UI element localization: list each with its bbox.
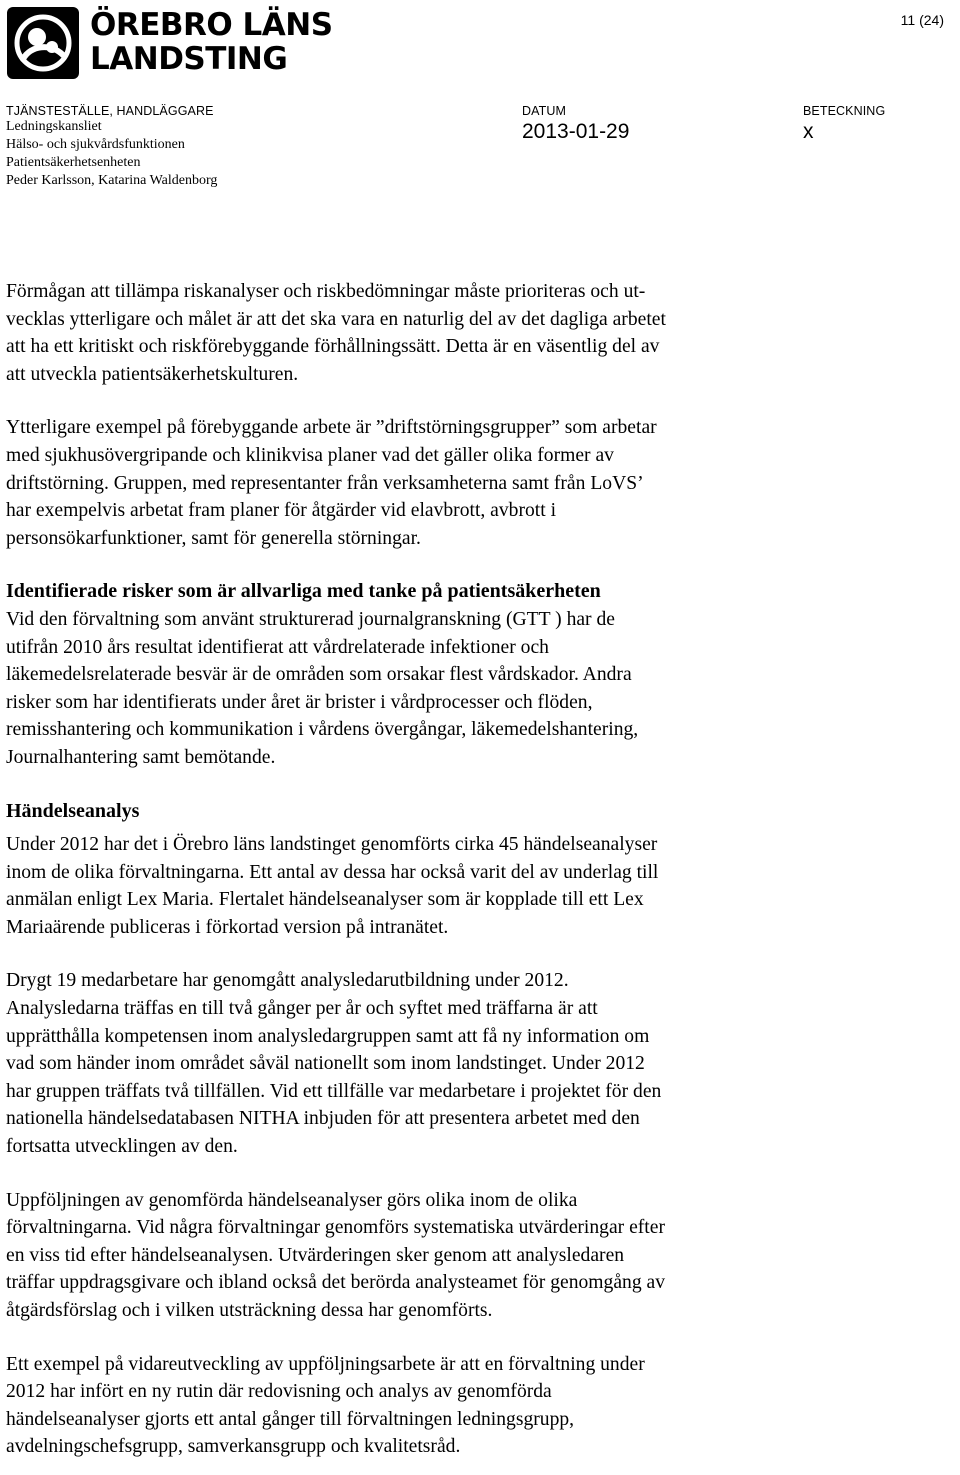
page-number: 11 (24) bbox=[900, 12, 944, 28]
reference-value: x bbox=[803, 120, 814, 143]
organization-name bbox=[90, 8, 333, 76]
sender-label: TJÄNSTESTÄLLE, HANDLÄGGARE bbox=[6, 104, 214, 118]
sender-line: Ledningskansliet bbox=[6, 119, 102, 134]
text-line: har exempelvis arbetat fram planer för åtgärder vid elavbrott, avbrott i bbox=[6, 500, 557, 522]
text-line: en viss tid efter händelseanalysen. Utvärderingen sker genom att analysledaren bbox=[6, 1244, 625, 1266]
reference-block bbox=[803, 104, 885, 144]
text-line: personsökarfunktioner, samt för generella störningar. bbox=[6, 527, 421, 549]
text-line: driftstörning. Gruppen, med representanter från verksamheterna samt från LoVS’ bbox=[6, 472, 644, 494]
paragraph-disruption-groups bbox=[6, 414, 836, 552]
text-line: träffar uppdragsgivare och ibland också det berörda analysteamet för genomgång av bbox=[6, 1272, 666, 1294]
text-line: Förmågan att tillämpa riskanalyser och riskbedömningar måste prioriteras och ut- bbox=[6, 281, 646, 302]
text-line: utifrån 2010 års resultat identifierat att vårdrelaterade infektioner och bbox=[6, 636, 549, 658]
text-line: anmälan enligt Lex Maria. Flertalet händelseanalyser som är kopplade till ett Lex bbox=[6, 889, 644, 911]
text-line: remisshantering och kommunikation i vårdens övergångar, läkemedelshantering, bbox=[6, 719, 639, 741]
text-line: Mariaärende publiceras i förkortad version på intranätet. bbox=[6, 916, 449, 938]
section-heading-event-analysis: Händelseanalys bbox=[6, 799, 140, 822]
date-label: DATUM bbox=[522, 104, 567, 118]
text-line: upprätthålla kompetensen inom analysledargruppen samt att få ny information om bbox=[6, 1025, 650, 1047]
org-name-line-1: ÖREBRO LÄNS bbox=[90, 7, 333, 43]
text-line: att ha ett kritiskt och riskförebyggande förhållningssätt. Detta är en väsentlig del av bbox=[6, 336, 660, 358]
text-line: Journalhantering samt bemötande. bbox=[6, 746, 276, 768]
section-heading-risks: Identifierade risker som är allvarliga med tanke på patientsäkerheten bbox=[6, 580, 601, 603]
text-line: Drygt 19 medarbetare har genomgått analysledarutbildning under 2012. bbox=[6, 970, 569, 992]
text-line: Under 2012 har det i Örebro läns landstinget genomförts cirka 45 händelseanalyser bbox=[6, 834, 658, 856]
text-line: inom de olika förvaltningarna. Ett antal av dessa har också varit del av underlag till bbox=[6, 861, 659, 883]
org-name-line-2: LANDSTING bbox=[90, 41, 288, 77]
text-line: risker som har identifierats under året är brister i vårdprocesser och flöden, bbox=[6, 691, 593, 713]
text-line: har gruppen träffats två tillfällen. Vid ett tillfälle var medarbetare i projektet för den bbox=[6, 1080, 662, 1102]
text-line: vad som händer inom området såväl nationellt som inom landstinget. Under 2012 bbox=[6, 1053, 645, 1075]
text-line: Vid den förvaltning som använt strukturerad journalgranskning (GTT ) har de bbox=[6, 608, 615, 630]
paragraph-development-example bbox=[6, 1351, 836, 1461]
text-line: åtgärdsförslag och i vilken utsträckning dessa har genomförts. bbox=[6, 1300, 493, 1321]
document-body bbox=[6, 278, 836, 1461]
text-line: förvaltningarna. Vid några förvaltningar genomförs systematiska utvärderingar efter bbox=[6, 1217, 665, 1239]
text-line: läkemedelsrelaterade besvär är de områden som orsakar flest vårdskador. Andra bbox=[6, 664, 632, 686]
sender-line: Patientsäkerhetsenheten bbox=[6, 155, 141, 170]
sender-block bbox=[6, 104, 217, 190]
paragraph-follow-up bbox=[6, 1187, 836, 1325]
text-line: fortsatta utvecklingen av den. bbox=[6, 1136, 238, 1158]
text-line: med sjukhusövergripande och klinikvisa planer vad det gäller olika former av bbox=[6, 444, 614, 466]
paragraph-event-analyses-2012 bbox=[6, 831, 836, 941]
sender-line: Hälso- och sjukvårdsfunktionen bbox=[6, 137, 185, 152]
text-line: att utveckla patientsäkerhetskulturen. bbox=[6, 363, 299, 385]
text-line: vecklas ytterligare och målet är att det ska vara en naturlig del av det dagliga arbetet bbox=[6, 308, 666, 330]
sender-line: Peder Karlsson, Katarina Waldenborg bbox=[6, 173, 218, 188]
landsting-logo bbox=[7, 7, 79, 79]
reference-label: BETECKNING bbox=[803, 104, 886, 118]
text-line: 2012 har infört en ny rutin där redovisning och analys av genomförda bbox=[6, 1381, 552, 1403]
paragraph-analysis-leaders bbox=[6, 967, 836, 1160]
text-line: avdelningschefsgrupp, samverkansgrupp och kvalitetsråd. bbox=[6, 1436, 461, 1458]
text-line: Ytterligare exempel på förebyggande arbete är ”driftstörningsgrupper” som arbetar bbox=[6, 417, 657, 439]
text-line: Analysledarna träffas en till två gånger per år och syftet med träffarna är att bbox=[6, 998, 598, 1020]
text-line: nationella händelsedatabasen NITHA inbjuden för att presentera arbetet med den bbox=[6, 1108, 640, 1130]
date-value: 2013-01-29 bbox=[522, 120, 630, 143]
text-line: Uppföljningen av genomförda händelseanalyser görs olika inom de olika bbox=[6, 1189, 578, 1211]
text-line: Ett exempel på vidareutveckling av uppföljningsarbete är att en förvaltning under bbox=[6, 1353, 645, 1375]
paragraph-risk-analysis bbox=[6, 278, 836, 388]
logo-emblem-icon bbox=[7, 7, 79, 79]
paragraph-identified-risks bbox=[6, 606, 836, 772]
date-block bbox=[522, 104, 629, 144]
text-line: händelseanalyser gjorts ett antal gånger till förvaltningen ledningsgrupp, bbox=[6, 1408, 575, 1430]
